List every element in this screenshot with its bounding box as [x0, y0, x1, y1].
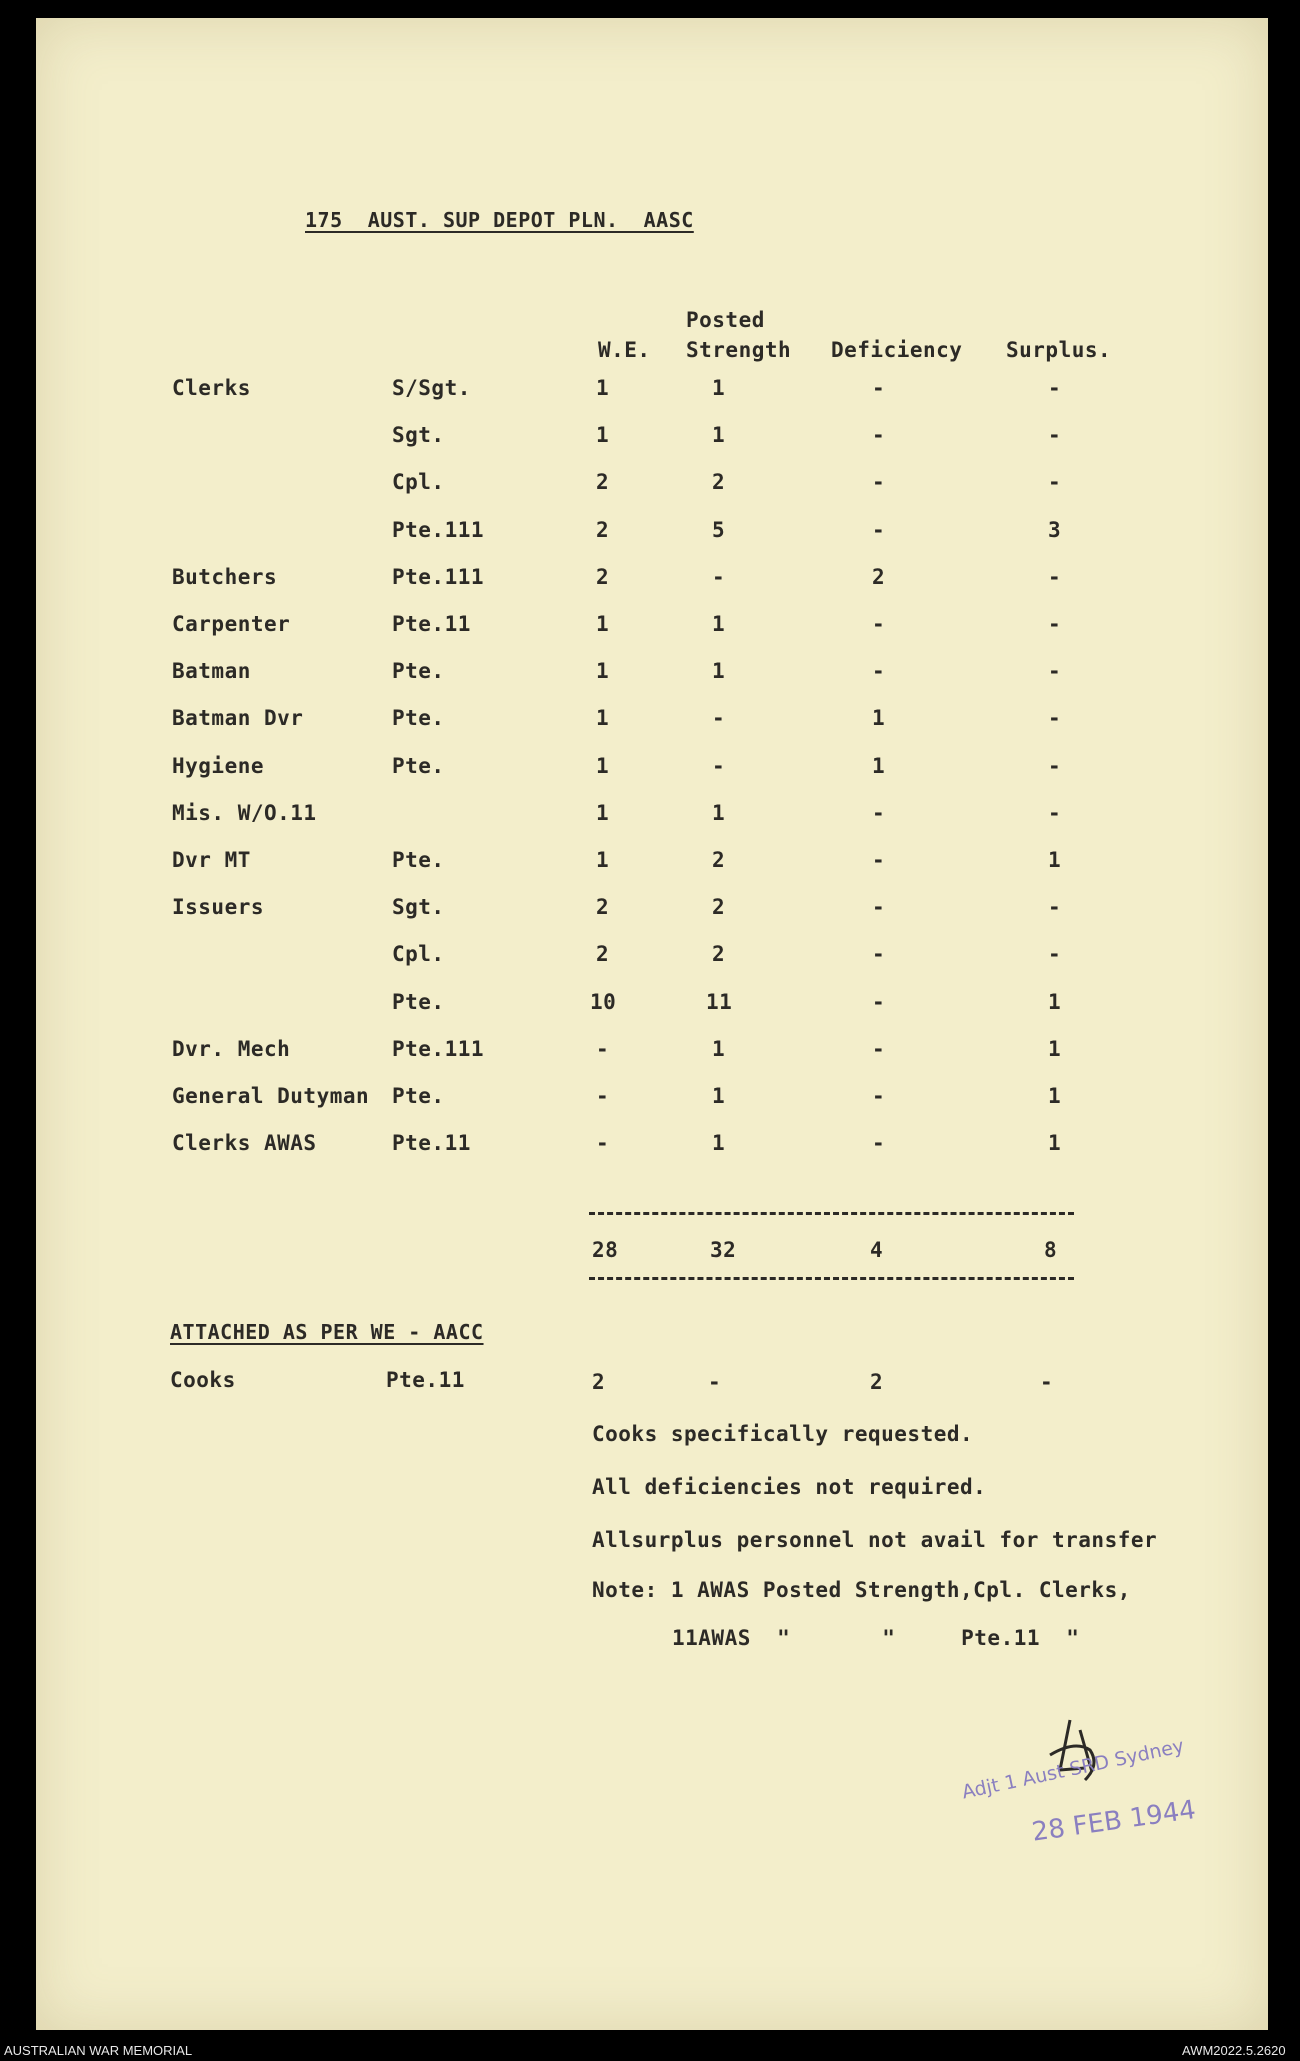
document-title: 175 AUST. SUP DEPOT PLN. AASC	[305, 208, 694, 232]
row-surplus: -	[1048, 376, 1062, 400]
row-we: 2	[596, 470, 610, 495]
row-posted: 1	[712, 1036, 726, 1061]
row-posted: 1	[712, 612, 726, 636]
row-posted: 1	[712, 800, 726, 825]
row-rank: Cpl.	[392, 942, 445, 967]
note-5: 11AWAS " " Pte.11 "	[672, 1626, 1080, 1650]
row-surplus: -	[1048, 659, 1062, 684]
row-rank: Pte.11	[392, 1131, 471, 1156]
row-we: 1	[596, 706, 610, 731]
row-rank: Pte.11	[392, 612, 471, 636]
row-rank: Pte.	[392, 848, 445, 872]
note-2: All deficiencies not required.	[592, 1475, 987, 1499]
row-posted: 11	[706, 989, 733, 1014]
row-we: 10	[590, 989, 617, 1014]
row-trade: Dvr. Mech	[172, 1036, 291, 1061]
row-trade: Batman Dvr	[172, 706, 304, 731]
totals-rule-top	[589, 1212, 1074, 1215]
note-3: Allsurplus personnel not avail for transfer	[592, 1528, 1158, 1552]
row-we: 1	[596, 753, 610, 778]
row-posted: 1	[712, 659, 726, 684]
row-posted: 1	[712, 376, 726, 400]
row-deficiency: -	[872, 800, 886, 825]
row-trade: Dvr MT	[172, 848, 251, 872]
row-rank: Pte.	[392, 706, 445, 731]
row-rank: Pte.	[392, 753, 445, 778]
footer-left: AUSTRALIAN WAR MEMORIAL	[4, 2043, 193, 2058]
row-posted: 1	[712, 423, 726, 448]
row-posted: 2	[712, 895, 726, 920]
row-deficiency: -	[872, 848, 886, 872]
row-trade: Clerks AWAS	[172, 1131, 317, 1156]
row-posted: 2	[712, 848, 726, 872]
row-surplus: -	[1048, 612, 1062, 636]
row-rank: Pte.111	[392, 564, 485, 589]
row-surplus: -	[1048, 895, 1062, 920]
row-rank: Pte.	[392, 1084, 445, 1108]
row-deficiency: 1	[872, 753, 886, 778]
row-trade: General Dutyman	[172, 1084, 370, 1108]
row-deficiency: -	[872, 1084, 886, 1108]
row-deficiency: -	[872, 423, 886, 448]
row-surplus: -	[1048, 564, 1062, 589]
row-surplus: -	[1048, 423, 1062, 448]
row-we: 1	[596, 800, 610, 825]
row-deficiency: -	[872, 376, 886, 400]
row-deficiency: -	[872, 517, 886, 542]
attached-rank: Pte.11	[386, 1368, 465, 1392]
attached-we: 2	[592, 1370, 606, 1394]
row-we: 1	[596, 659, 610, 684]
row-posted: -	[712, 564, 726, 589]
row-posted: 1	[712, 1131, 726, 1156]
row-deficiency: -	[872, 942, 886, 967]
row-posted: -	[712, 706, 726, 731]
row-deficiency: -	[872, 659, 886, 684]
row-trade: Carpenter	[172, 612, 291, 636]
row-we: 1	[596, 376, 610, 400]
row-trade: Clerks	[172, 376, 251, 400]
stamp-office: Adjt 1 Aust SRD Sydney	[960, 1734, 1186, 1804]
row-rank: Pte.111	[392, 517, 485, 542]
total-deficiency: 4	[870, 1238, 884, 1262]
row-we: -	[596, 1131, 610, 1156]
row-we: 2	[596, 942, 610, 967]
row-we: 1	[596, 848, 610, 872]
row-we: -	[596, 1084, 610, 1108]
note-4: Note: 1 AWAS Posted Strength,Cpl. Clerks,	[592, 1578, 1131, 1602]
row-surplus: 3	[1048, 517, 1062, 542]
row-surplus: 1	[1048, 1084, 1062, 1108]
header-surplus: Surplus.	[1006, 338, 1112, 362]
row-deficiency: -	[872, 895, 886, 920]
total-surplus: 8	[1044, 1238, 1058, 1262]
row-surplus: -	[1048, 470, 1062, 495]
row-deficiency: -	[872, 612, 886, 636]
row-rank: Sgt.	[392, 895, 445, 920]
row-trade: Butchers	[172, 564, 278, 589]
row-deficiency: 2	[872, 564, 886, 589]
row-deficiency: 1	[872, 706, 886, 731]
row-deficiency: -	[872, 1036, 886, 1061]
row-rank: Pte.111	[392, 1036, 485, 1061]
attached-deficiency: 2	[870, 1370, 884, 1394]
row-deficiency: -	[872, 1131, 886, 1156]
attached-heading: ATTACHED AS PER WE - AACC	[170, 1320, 484, 1344]
row-surplus: 1	[1048, 848, 1062, 872]
attached-posted: -	[708, 1370, 722, 1394]
row-surplus: -	[1048, 942, 1062, 967]
row-rank: Sgt.	[392, 423, 445, 448]
row-posted: 5	[712, 517, 726, 542]
row-posted: 1	[712, 1084, 726, 1108]
note-1: Cooks specifically requested.	[592, 1422, 974, 1446]
row-posted: -	[712, 753, 726, 778]
row-we: 1	[596, 612, 610, 636]
row-posted: 2	[712, 942, 726, 967]
row-posted: 2	[712, 470, 726, 495]
row-trade: Hygiene	[172, 753, 265, 778]
stamp-date: 28 FEB 1944	[1030, 1795, 1198, 1848]
row-trade: Batman	[172, 659, 251, 684]
row-surplus: 1	[1048, 989, 1062, 1014]
header-strength: Strength	[686, 338, 792, 362]
header-posted: Posted	[686, 308, 765, 332]
total-posted: 32	[710, 1238, 737, 1262]
row-rank: Pte.	[392, 989, 445, 1014]
footer-right: AWM2022.5.2620	[1182, 2043, 1286, 2058]
row-rank: Pte.	[392, 659, 445, 684]
row-we: 2	[596, 895, 610, 920]
row-rank: S/Sgt.	[392, 376, 471, 400]
row-rank: Cpl.	[392, 470, 445, 495]
row-we: 1	[596, 423, 610, 448]
row-surplus: 1	[1048, 1036, 1062, 1061]
total-we: 28	[592, 1238, 619, 1262]
row-we: 2	[596, 564, 610, 589]
row-surplus: -	[1048, 706, 1062, 731]
header-we: W.E.	[598, 338, 651, 362]
header-deficiency: Deficiency	[831, 338, 963, 362]
row-we: 2	[596, 517, 610, 542]
row-surplus: -	[1048, 800, 1062, 825]
row-trade: Mis. W/O.11	[172, 800, 317, 825]
attached-surplus: -	[1040, 1370, 1054, 1394]
attached-trade: Cooks	[170, 1368, 236, 1392]
row-deficiency: -	[872, 989, 886, 1014]
row-we: -	[596, 1036, 610, 1061]
row-trade: Issuers	[172, 895, 265, 920]
row-deficiency: -	[872, 470, 886, 495]
row-surplus: -	[1048, 753, 1062, 778]
totals-rule-bottom	[589, 1277, 1074, 1280]
row-surplus: 1	[1048, 1131, 1062, 1156]
